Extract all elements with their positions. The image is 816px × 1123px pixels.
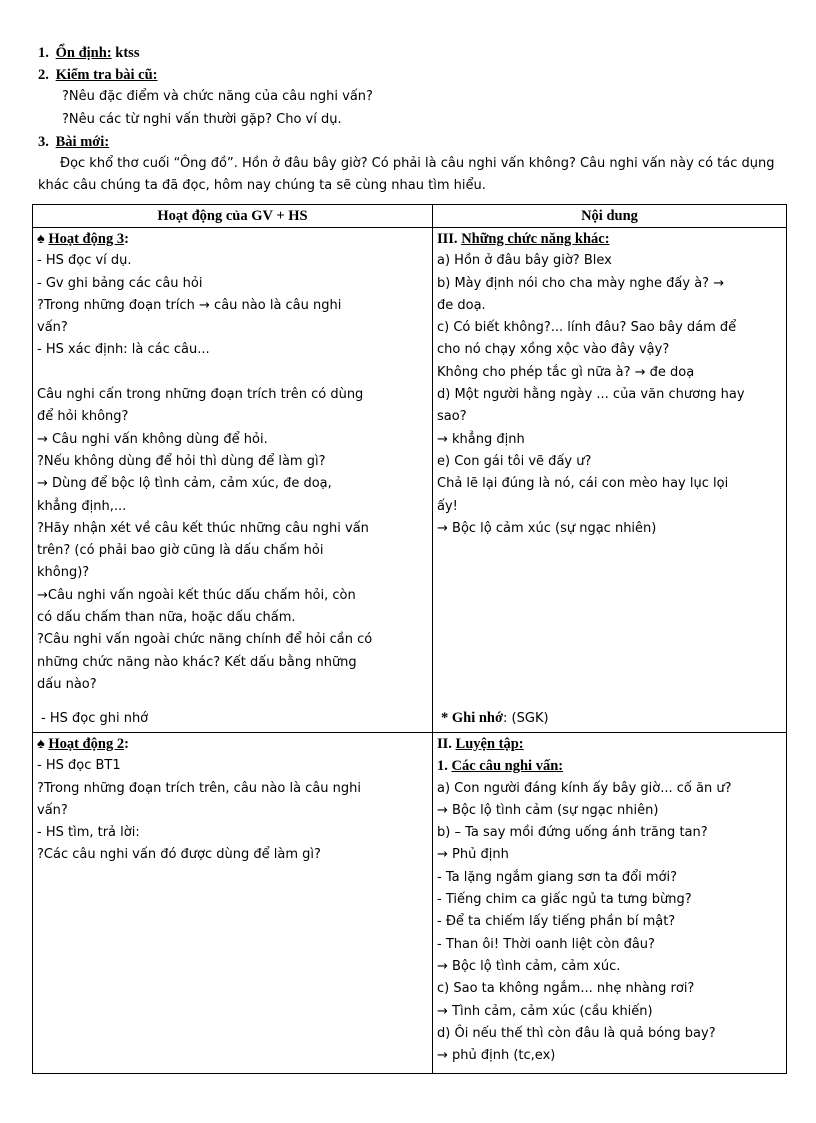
section-2-heading xyxy=(38,64,778,86)
text-line: vấn? xyxy=(37,802,68,818)
text-line: ?Nếu không dùng để hỏi thì dùng để làm gì? xyxy=(37,453,326,469)
text-line: khẳng định,... xyxy=(37,498,127,514)
text-line: d) Một người hằng ngày ... của văn chương hay xyxy=(437,387,745,403)
content-title: II. Luyện tập: xyxy=(437,736,524,752)
text-line: - HS đọc ghi nhớ xyxy=(41,710,149,726)
text-line: ấy! xyxy=(437,498,458,514)
row1-left-cell xyxy=(33,228,433,733)
memo-line: * Ghi nhớ: (SGK) xyxy=(441,709,549,726)
review-question-1: ?Nêu đặc điểm và chức năng của câu nghi vấn? xyxy=(62,89,373,105)
text-line: → Tình cảm, cảm xúc (cầu khiến) xyxy=(437,1003,653,1019)
text-line: sao? xyxy=(437,409,467,425)
text-line: dấu nào? xyxy=(37,676,97,692)
text-line: - Gv ghi bảng các câu hỏi xyxy=(37,275,203,291)
text-line: e) Con gái tôi vẽ đấy ư? xyxy=(437,453,592,469)
text-line: Không cho phép tắc gì nữa à? → đe doạ xyxy=(437,364,695,380)
section-1-heading xyxy=(38,42,778,64)
row2-left-lines xyxy=(37,755,428,866)
text-line: → phủ định (tc,ex) xyxy=(437,1048,556,1064)
text-line: - HS xác định: là các câu... xyxy=(37,342,210,358)
text-line: → Dùng để bộc lộ tình cảm, cảm xúc, đe doạ, xyxy=(37,476,332,492)
text-line: → Phủ định xyxy=(437,847,509,863)
row2-right-cell xyxy=(433,733,787,1074)
row1-left-content xyxy=(37,228,428,732)
spade-icon: ♠ xyxy=(37,736,49,752)
text-line: ?Trong những đoạn trích → câu nào là câu nghi xyxy=(37,297,342,313)
text-line: → Bộc lộ cảm xúc (sự ngạc nhiên) xyxy=(437,520,657,536)
text-line: ?Hãy nhận xét về câu kết thúc những câu nghi vấn xyxy=(37,520,369,536)
row1-right-content xyxy=(437,228,782,732)
table-row xyxy=(33,228,787,733)
text-line: a) Hồn ở đâu bây giờ? Blex xyxy=(437,253,612,269)
text-line: b) – Ta say mồi đứng uống ánh trăng tan? xyxy=(437,825,708,841)
section-value: ktss xyxy=(115,45,140,61)
text-line: - HS đọc BT1 xyxy=(37,758,121,774)
section-title: Kiểm tra bài cũ: xyxy=(55,67,158,84)
spade-icon: ♠ xyxy=(37,231,49,247)
text-line: a) Con người đáng kính ấy bây giờ... cố ăn ư? xyxy=(437,780,732,796)
table-header-row xyxy=(33,205,787,228)
section-number: 3. xyxy=(38,133,49,150)
content-subtitle: 1. Các câu nghi vấn: xyxy=(437,758,564,775)
text-line: b) Mày định nói cho cha mày nghe đấy à? → xyxy=(437,275,725,291)
row2-left-content xyxy=(37,733,428,1073)
row1-right-lines xyxy=(437,250,782,540)
text-line: ?Trong những đoạn trích trên, câu nào là câu nghi xyxy=(37,780,361,796)
column-header-content: Nội dung xyxy=(433,205,787,228)
text-line: - Để ta chiếm lấy tiếng phần bí mật? xyxy=(437,914,676,930)
section-number: 1. xyxy=(38,45,49,61)
activity-title: ♠ Hoạt động 2: xyxy=(37,736,129,752)
text-line: → Bộc lộ tình cảm (sự ngạc nhiên) xyxy=(437,802,659,818)
row2-left-cell xyxy=(33,733,433,1074)
text-line: - HS tìm, trả lời: xyxy=(37,825,140,841)
row2-right-lines xyxy=(437,778,782,1068)
row1-right-cell xyxy=(433,228,787,733)
text-line: → Bộc lộ tình cảm, cảm xúc. xyxy=(437,958,621,974)
text-line: không)? xyxy=(37,565,90,581)
section-3-heading xyxy=(38,131,778,153)
text-line: c) Có biết không?... lính đâu? Sao bây dám để xyxy=(437,320,737,336)
text-line: c) Sao ta không ngắm... nhẹ nhàng rơi? xyxy=(437,981,695,997)
activity-title: ♠ Hoạt động 3: xyxy=(37,231,129,247)
lesson-table xyxy=(32,204,787,1074)
text-line: - Than ôi! Thời oanh liệt còn đâu? xyxy=(437,936,655,952)
text-line: → khẳng định xyxy=(437,431,525,447)
text-line: →Câu nghi vấn ngoài kết thúc dấu chấm hỏi, còn xyxy=(37,587,356,603)
content-title: III. Những chức năng khác: xyxy=(437,231,610,247)
text-line: đe doạ. xyxy=(437,297,486,313)
section-title: Bài mới: xyxy=(55,133,110,150)
text-line: Chả lẽ lại đúng là nó, cái con mèo hay lục lọi xyxy=(437,476,729,492)
text-line: có dấu chấm than nữa, hoặc dấu chấm. xyxy=(37,610,296,626)
text-line: ?Các câu nghi vấn đó được dùng để làm gì? xyxy=(37,847,321,863)
text-line xyxy=(37,362,428,384)
intro-paragraph: Đọc khổ thơ cuối “Ông đồ”. Hồn ở đâu bây giờ? Có phải là câu nghi vấn không? Câu nghi vấn này có tác dụng khác câu chúng ta đã đọc, hôm nay chúng ta sẽ cùng nhau tìm hiểu. xyxy=(38,156,775,194)
text-line: - Tiếng chim ca giấc ngủ ta tưng bừng? xyxy=(437,892,692,908)
row2-right-content xyxy=(437,733,782,1073)
review-question-2: ?Nêu các từ nghi vấn thười gặp? Cho ví dụ. xyxy=(62,111,342,127)
text-line: vấn? xyxy=(37,320,68,336)
text-line: → Câu nghi vấn không dùng để hỏi. xyxy=(37,431,268,447)
section-number: 2. xyxy=(38,67,49,84)
document-page xyxy=(38,42,778,197)
text-line: - HS đọc ví dụ. xyxy=(37,253,132,269)
section-title: Ổn định: xyxy=(55,45,112,61)
text-line: - Ta lặng ngắm giang sơn ta đổi mới? xyxy=(437,869,677,885)
text-line: những chức năng nào khác? Kết dấu bằng những xyxy=(37,654,357,670)
table-row xyxy=(33,733,787,1074)
text-line: cho nó chạy xồng xộc vào đây vậy? xyxy=(437,342,670,358)
text-line: trên? (có phải bao giờ cũng là dấu chấm hỏi xyxy=(37,543,324,559)
text-line: Câu nghi cấn trong những đoạn trích trên có dùng xyxy=(37,387,364,403)
text-line: d) Ôi nếu thế thì còn đâu là quả bóng bay? xyxy=(437,1025,716,1041)
column-header-activities: Hoạt động của GV + HS xyxy=(33,205,433,228)
text-line: ?Câu nghi vấn ngoài chức năng chính để hỏi cần có xyxy=(37,632,373,648)
text-line: để hỏi không? xyxy=(37,409,129,425)
row1-left-lines xyxy=(37,250,428,696)
